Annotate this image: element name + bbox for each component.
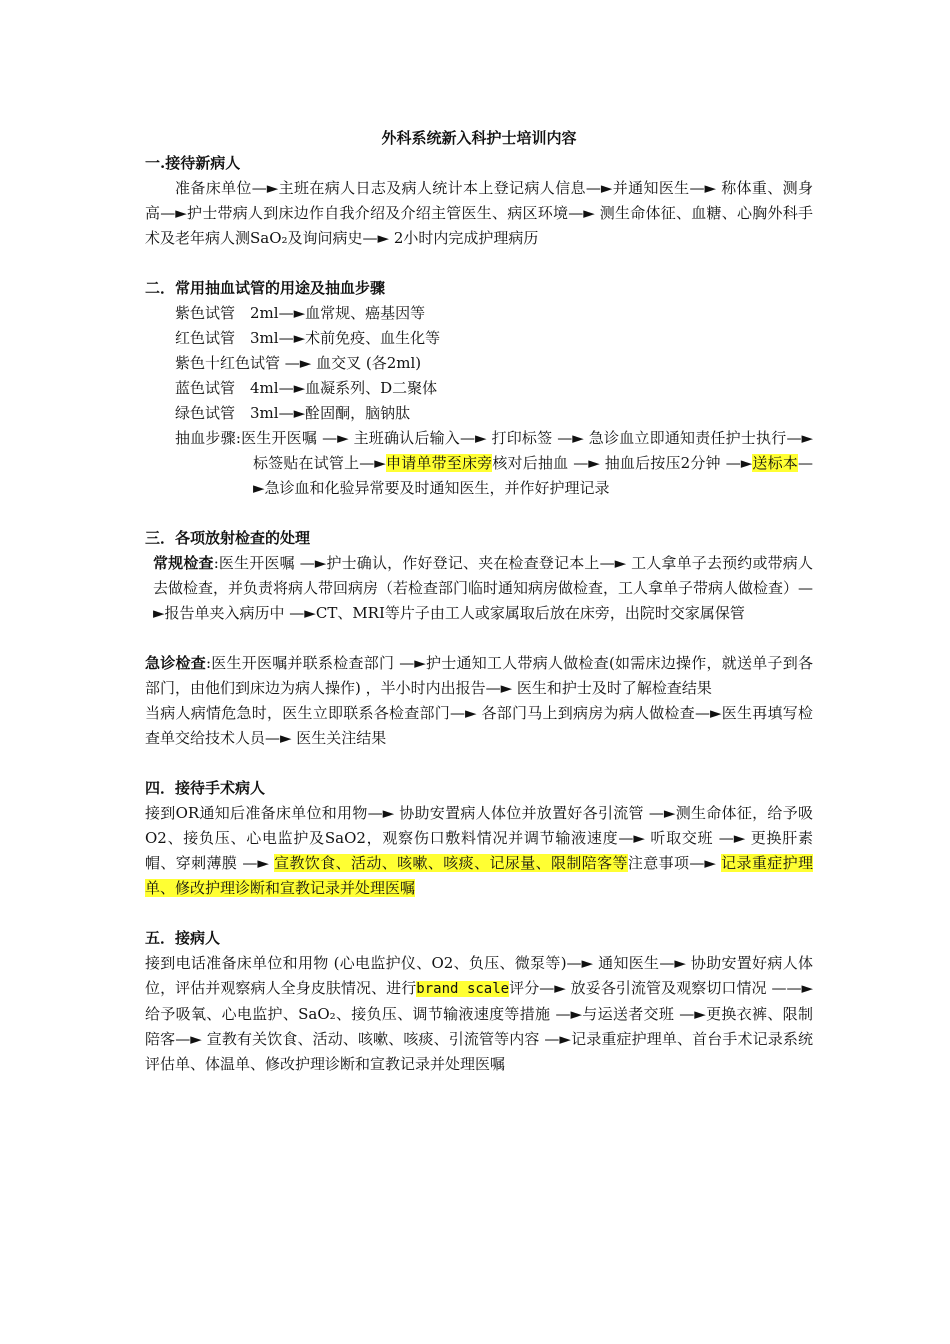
steps-text-b: 核对后抽血 —► 抽血后按压2分钟 —► (492, 454, 753, 472)
highlight-text: 送标本 (752, 454, 798, 472)
surgery-text-b: 注意事项—► (627, 854, 722, 872)
section-heading-3: 三．各项放射检查的处理 (145, 529, 311, 547)
steps-text-a: 抽血步骤:医生开医嘱 —► 主班确认后输入—► 打印标签 —► 急诊血立即通知责任护士执行—► 标签贴在试管上—► (175, 429, 813, 472)
emergency-exam-text: :医生开医嘱并联系检查部门 —►护士通知工人带病人做检查(如需床边操作，就送单子到各部门，由他们到床边为病人操作) ，半小时内出报告—► 医生和护士及时了解检查结果 (145, 654, 813, 697)
emergency-exam-label: 急诊检查 (145, 654, 206, 672)
steps-text-c: —►急诊血和化验异常要及时通知医生，并作好护理记录 (253, 454, 813, 497)
receive-patient-paragraph (145, 951, 813, 1077)
tube-line: 紫色十红色试管 —► 血交叉 (各2ml) (175, 354, 422, 372)
surgery-text-a: 接到OR通知后准备床单位和用物—► 协助安置病人体位并放置好各引流管 —►测生命体征，给予吸O2、接负压、心电监护及SaO2，观察伤口敷料情况并调节输液速度—► 听取交班 —► 更换肝素帽、穿刺薄膜 —► (145, 804, 813, 872)
tube-line: 红色试管 3ml—►术前免疫、血生化等 (175, 329, 441, 347)
highlight-text: 申请单带至床旁 (385, 454, 493, 472)
emergency-exam-paragraph (145, 651, 813, 701)
critical-case-paragraph: 当病人病情危急时，医生立即联系各检查部门—► 各部门马上到病房为病人做检查—►医生再填写检查单交给技术人员—► 医生关注结果 (145, 704, 813, 747)
surgery-patient-paragraph (145, 801, 813, 901)
receive-text-b: 评分—► 放妥各引流管及观察切口情况 ——►给予吸氧、心电监护、SaO₂、接负压、调节输液速度等措施 —►与运送者交班 —►更换衣裤、限制陪客—► 宣教有关饮食、活动、咳嗽、咳痰、引流管等内容 —►记录重症护理单、首台手术记录系统评估单、体温单、修改护理诊断和宣教记录并处理医嘱 (145, 979, 814, 1073)
highlight-text: 记录重症护理单、修改护理诊断和宣教记录并处理医嘱 (145, 854, 813, 897)
tube-line: 紫色试管 2ml—►血常规、癌基因等 (175, 304, 426, 322)
highlight-text: brand scale (416, 981, 510, 997)
section-heading-1: 一.接待新病人 (145, 154, 241, 172)
document-page (145, 126, 813, 1077)
receive-text-a: 接到电话准备床单位和用物 (心电监护仪、O2、负压、微泵等)—► 通知医生—► 协助安置好病人体位，评估并观察病人全身皮肤情况、进行 (145, 954, 813, 997)
section-1-paragraph: 准备床单位—►主班在病人日志及病人统计本上登记病人信息—►并通知医生—► 称体重、测身高—►护士带病人到床边作自我介绍及介绍主管医生、病区环境—► 测生命体征、血糖、心胸外科手术及老年病人测SaO₂及询问病史—► 2小时内完成护理病历 (145, 179, 813, 247)
routine-exam-paragraph (145, 551, 813, 626)
section-heading-4: 四．接待手术病人 (145, 779, 266, 797)
highlight-text: 宣教饮食、活动、咳嗽、咳痰、记尿量、限制陪客等 (274, 854, 628, 872)
page-title: 外科系统新入科护士培训内容 (381, 129, 577, 147)
routine-exam-label: 常规检查 (153, 554, 214, 572)
tube-line: 绿色试管 3ml—►酫固酮，脑钠肽 (175, 404, 411, 422)
blood-draw-steps (145, 426, 813, 501)
routine-exam-text: :医生开医嘱 —►护士确认，作好登记、夹在检查登记本上—► 工人拿单子去预约或带病人去做检查，并负责将病人带回病房（若检查部门临时通知病房做检查，工人拿单子带病人做检查）—►报告单夹入病历中 —►CT、MRI等片子由工人或家属取后放在床旁，出院时交家属保管 (153, 554, 814, 622)
section-heading-5: 五．接病人 (145, 929, 221, 947)
tube-line: 蓝色试管 4ml—►血凝系列、D二聚体 (175, 379, 438, 397)
section-heading-2: 二．常用抽血试管的用途及抽血步骤 (145, 279, 386, 297)
